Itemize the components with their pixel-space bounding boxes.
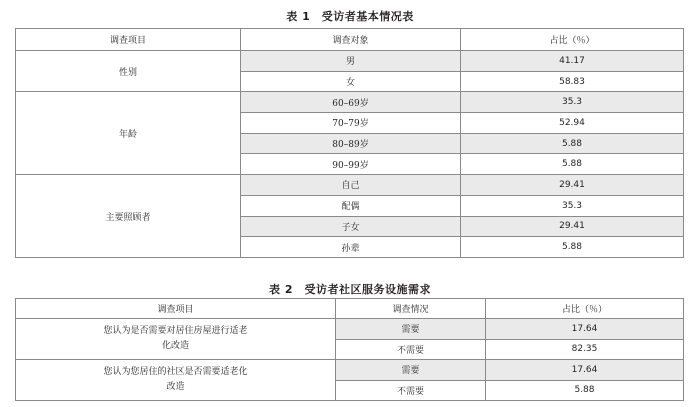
percent-cell: 82.35 [486,339,684,360]
table2-community-facility-needs [15,298,684,401]
object-cell: 男 [241,51,461,72]
object-cell: 70–79岁 [241,113,461,134]
percent-cell: 52.94 [461,113,684,134]
situation-cell: 需要 [336,360,486,381]
group-label-gender: 性别 [16,51,241,92]
percent-cell: 5.88 [461,133,684,154]
table1-caption: 表 1 受访者基本情况表 [286,10,414,23]
percent-cell: 58.83 [461,71,684,92]
table-row [16,92,684,113]
object-cell: 自己 [241,175,461,196]
situation-cell: 不需要 [336,339,486,360]
table2-header-item: 调查项目 [16,299,336,319]
percent-cell: 5.88 [461,154,684,175]
table-row [16,51,684,72]
table2-header-percent: 占比（％） [486,299,684,319]
table2-caption: 表 2 受访者社区服务设施需求 [269,283,431,296]
table2-header-row [16,299,684,319]
object-cell: 孙辈 [241,237,461,258]
situation-cell: 需要 [336,319,486,340]
table1-header-item: 调查项目 [16,29,241,51]
question-community-renovation [16,360,336,401]
table-row [16,319,684,340]
object-cell: 80–89岁 [241,133,461,154]
table-row [16,360,684,381]
percent-cell: 29.41 [461,175,684,196]
table1-header-percent: 占比（％） [461,29,684,51]
percent-cell: 35.3 [461,92,684,113]
table2-header-situation: 调查情况 [336,299,486,319]
object-cell: 60–69岁 [241,92,461,113]
percent-cell: 17.64 [486,360,684,381]
percent-cell: 5.88 [486,380,684,401]
object-cell: 子女 [241,216,461,237]
question-house-renovation [16,319,336,360]
percent-cell: 5.88 [461,237,684,258]
percent-cell: 29.41 [461,216,684,237]
question-text: 您认为是否需要对居住房屋进行适老化改造 [103,326,248,351]
object-cell: 90–99岁 [241,154,461,175]
table-row [16,175,684,196]
group-label-age: 年龄 [16,92,241,175]
table1-header-row [16,29,684,51]
situation-cell: 不需要 [336,380,486,401]
percent-cell: 41.17 [461,51,684,72]
object-cell: 配偶 [241,195,461,216]
group-label-caregiver: 主要照顾者 [16,175,241,258]
table1-respondent-basics [15,28,684,258]
table1-header-object: 调查对象 [241,29,461,51]
percent-cell: 17.64 [486,319,684,340]
object-cell: 女 [241,71,461,92]
question-text: 您认为您居住的社区是否需要适老化改造 [103,367,248,392]
percent-cell: 35.3 [461,195,684,216]
